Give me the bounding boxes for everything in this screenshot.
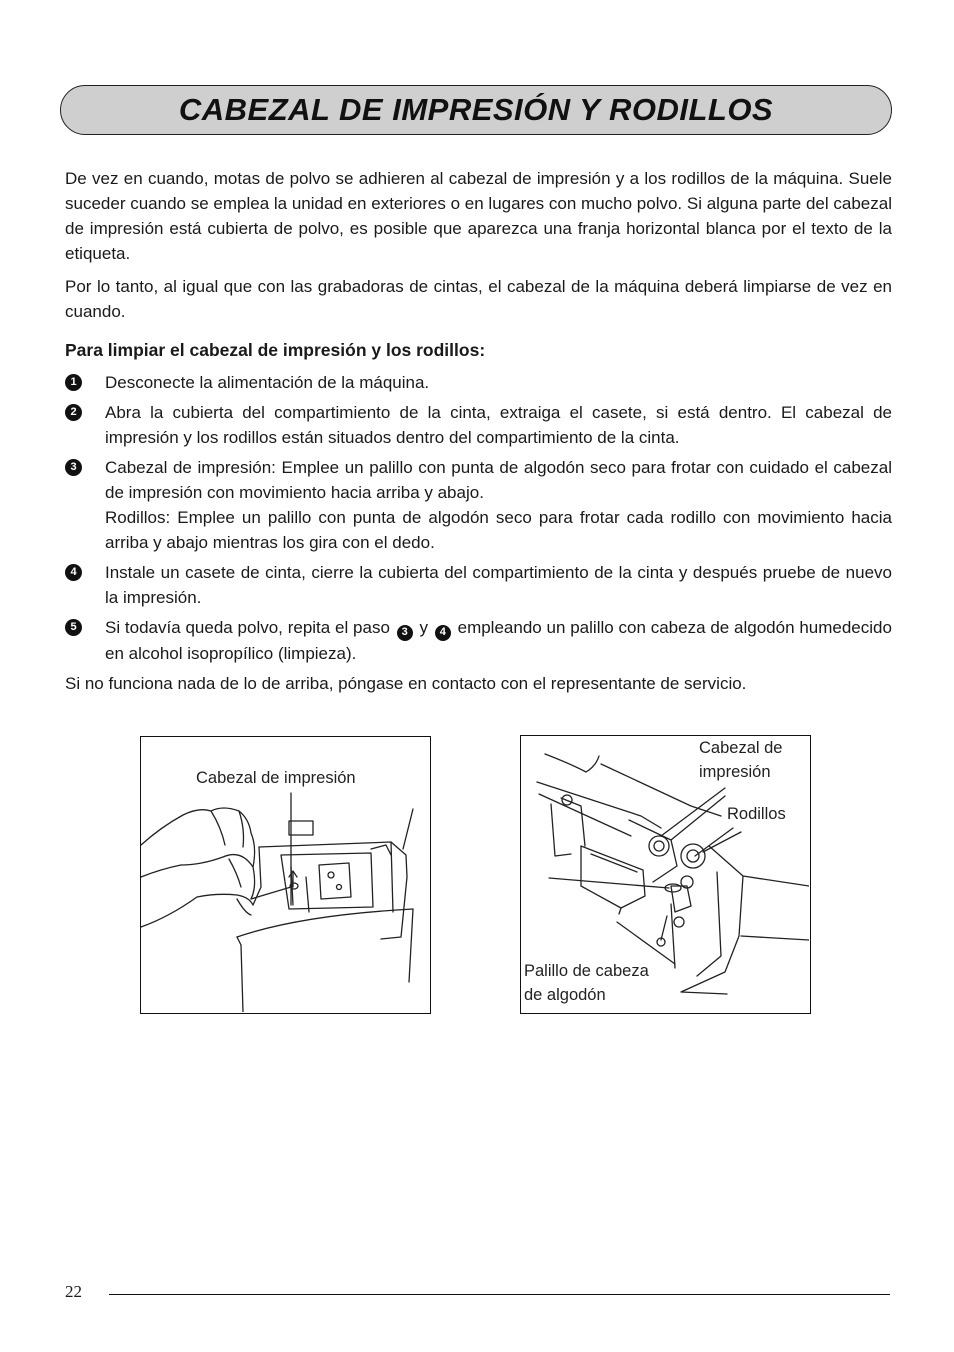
page-title: CABEZAL DE IMPRESIÓN Y RODILLOS: [178, 92, 774, 127]
step-2-text: Abra la cubierta del compartimiento de la cinta, extraiga el casete, si está dentro. El cabezal de impresión y los rodillos están situados dentro del compartimiento de la cinta.: [105, 403, 892, 447]
printhead-rollers-illustration: [521, 736, 809, 1012]
step-1-text: Desconecte la alimentación de la máquina.: [105, 373, 430, 392]
step-5-text-c: empleando un palillo con cabeza de algodón humedecido en alcohol isopropílico (limpieza).: [105, 618, 892, 663]
figure-printhead-rollers: [520, 735, 811, 1014]
label-print-head: Cabezal de impresión: [196, 769, 356, 787]
step-3-printhead-text: Cabezal de impresión: Emplee un palillo con punta de algodón seco para frotar con cuidado el cabezal de impresión con movimiento hacia arriba y abajo.: [105, 458, 892, 502]
label-printhead-line1: Cabezal de: [699, 739, 783, 757]
step-5-text-b: y: [419, 618, 429, 637]
label-swab-line2: de algodón: [524, 986, 606, 1004]
footer-rule: [109, 1294, 890, 1295]
closing-paragraph: Si no funciona nada de lo de arriba, póngase en contacto con el representante de servicio.: [65, 673, 747, 693]
step-number-5: 5: [65, 619, 82, 636]
step-number-2: 2: [65, 404, 82, 421]
step-number-4: 4: [65, 564, 82, 581]
step-4-text: Instale un casete de cinta, cierre la cubierta del compartimiento de la cinta y después pruebe de nuevo la impresión.: [105, 563, 892, 607]
figure-hand-cleaning: [140, 736, 431, 1014]
step-5-text: [105, 615, 892, 666]
step-5: [65, 615, 892, 666]
step-5-text-a: Si todavía queda polvo, repita el paso: [105, 618, 390, 637]
step-3-text: [105, 455, 892, 555]
main-content: [65, 166, 892, 704]
step-number-3: 3: [65, 459, 82, 476]
hand-cleaning-illustration: [141, 737, 429, 1012]
step-4: [65, 560, 892, 610]
step-ref-4: 4: [435, 625, 451, 641]
step-3-rollers-text: Rodillos: Emplee un palillo con punta de algodón seco para frotar cada rodillo con movimiento hacia arriba y abajo mientras los gira con el dedo.: [105, 508, 892, 552]
step-number-1: 1: [65, 374, 82, 391]
procedure-steps: [65, 370, 892, 666]
step-2: [65, 400, 892, 450]
step-3: [65, 455, 892, 555]
title-banner: [60, 85, 892, 135]
step-1: [65, 370, 892, 395]
label-rollers: Rodillos: [727, 805, 786, 823]
label-printhead-line2: impresión: [699, 763, 771, 781]
label-swab-line1: Palillo de cabeza: [524, 962, 649, 980]
intro-paragraph-2: Por lo tanto, al igual que con las grabadoras de cintas, el cabezal de la máquina deberá limpiarse de vez en cuando.: [65, 277, 892, 321]
procedure-heading: Para limpiar el cabezal de impresión y los rodillos:: [65, 340, 486, 360]
intro-paragraph-1: De vez en cuando, motas de polvo se adhieren al cabezal de impresión y a los rodillos de la máquina. Suele suceder cuando se emplea la unidad en exteriores o en lugares con mucho polvo. Si alguna parte del cabezal de impresión está cubierta de polvo, es posible que aparezca una franja horizontal blanca por el texto de la etiqueta.: [65, 169, 892, 263]
page-number: 22: [65, 1282, 82, 1301]
step-ref-3: 3: [397, 625, 413, 641]
